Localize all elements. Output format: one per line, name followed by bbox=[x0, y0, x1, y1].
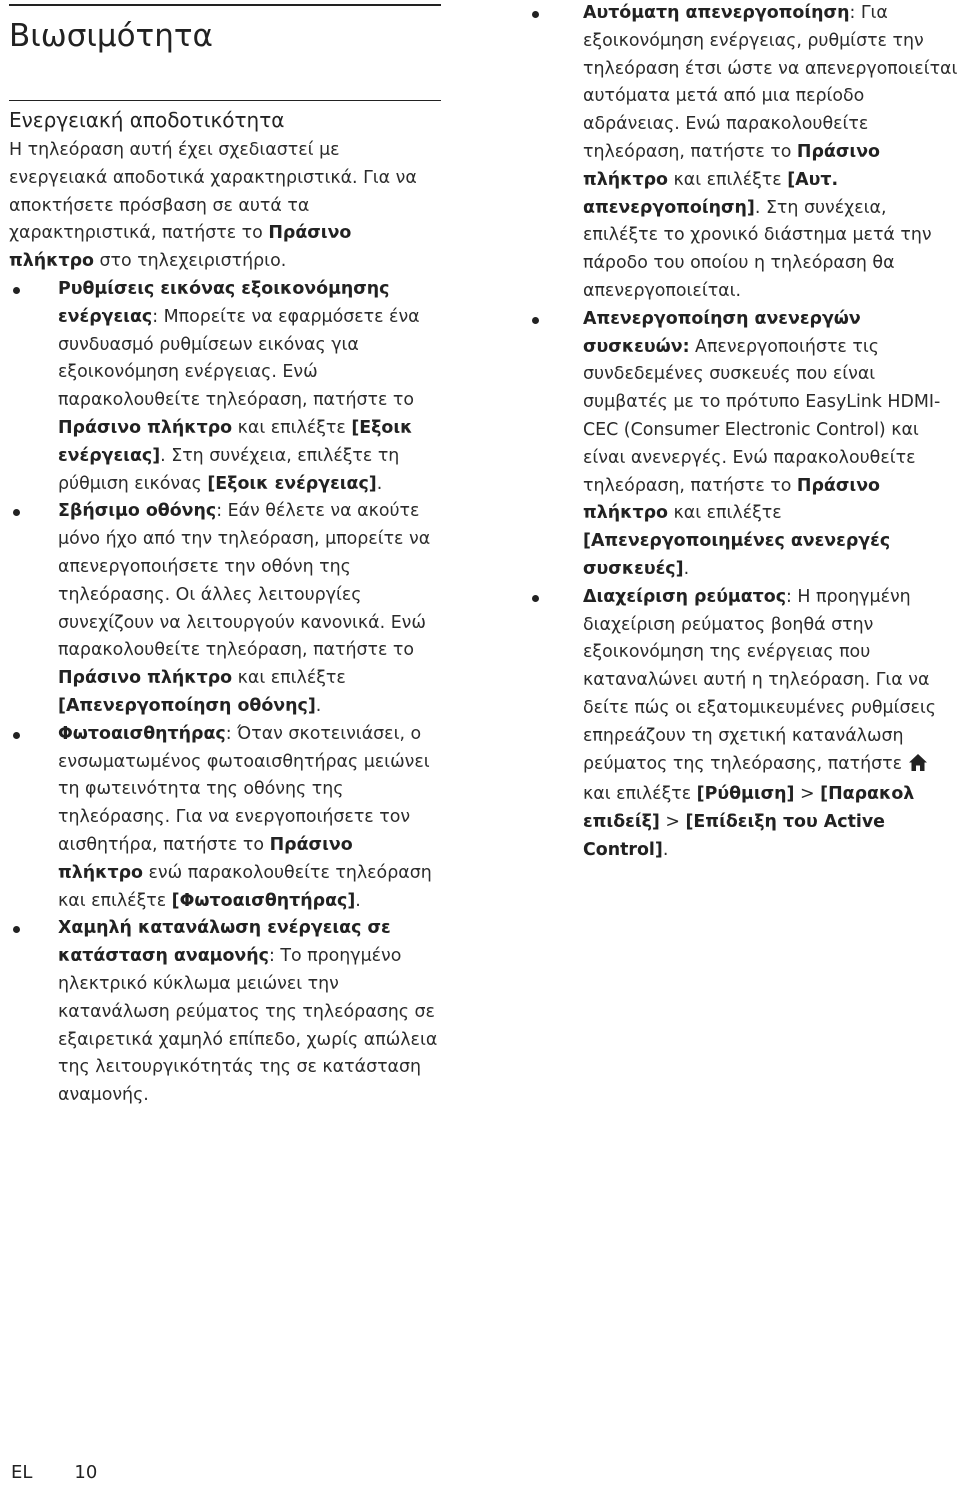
list-item bbox=[9, 498, 441, 720]
emphasis-text: Απενεργοποίηση ανενεργών συσκευών: bbox=[583, 308, 861, 357]
body-text: και επιλέξτε bbox=[668, 169, 788, 190]
emphasis-text: Πράσινο πλήκτρο bbox=[583, 141, 880, 190]
emphasis-text: [Εξοικ ενέργειας] bbox=[207, 473, 377, 494]
emphasis-text: Φωτοαισθητήρας bbox=[58, 723, 226, 744]
body-text: . Στη συνέχεια, επιλέξτε τη ρύθμιση εικόνας bbox=[58, 445, 400, 494]
page-number: 10 bbox=[74, 1462, 98, 1483]
list-item bbox=[9, 915, 441, 1110]
emphasis-text: Σβήσιμο οθόνης bbox=[58, 501, 217, 522]
emphasis-text: Χαμηλή κατανάλωση ενέργειας σε κατάσταση αναμονής bbox=[58, 918, 391, 967]
list-item bbox=[9, 276, 441, 498]
emphasis-text: [Απενεργοποίηση οθόνης] bbox=[58, 695, 316, 716]
body-text: ενώ παρακολουθείτε τηλεόραση και επιλέξτε bbox=[58, 862, 432, 911]
emphasis-text: [Παρακολ επιδείξ] bbox=[583, 784, 915, 833]
emphasis-text: [Εξοικ ενέργειας] bbox=[58, 417, 413, 466]
body-text: στο τηλεχειριστήριο. bbox=[94, 251, 287, 272]
bullet-icon bbox=[13, 732, 20, 739]
emphasis-text: [Ρύθμιση] bbox=[696, 784, 795, 805]
emphasis-text: Πράσινο πλήκτρο bbox=[58, 417, 233, 438]
body-text: Απενεργοποιήστε τις συνδεδεμένες συσκευές που είναι συμβατές με το πρότυπο EasyLink HDMI-CEC (Consumer Electronic Control) και είναι ανενεργές. Ενώ παρακολουθείτε τηλεόραση, πατήστε το bbox=[583, 336, 941, 496]
bullet-icon bbox=[13, 287, 20, 294]
home-icon bbox=[908, 753, 928, 782]
left-column bbox=[9, 0, 441, 1110]
emphasis-text: Αυτόματη απενεργοποίηση bbox=[583, 3, 850, 23]
body-text: και επιλέξτε bbox=[668, 503, 782, 524]
list-item bbox=[9, 721, 441, 916]
body-text: . bbox=[376, 473, 383, 494]
body-text: . bbox=[662, 839, 669, 860]
right-bullet-list bbox=[534, 0, 958, 865]
body-text: και επιλέξτε bbox=[232, 417, 352, 438]
intro-paragraph bbox=[9, 134, 441, 276]
footer-language: EL bbox=[11, 1462, 33, 1483]
emphasis-text: Ρυθμίσεις εικόνας εξοικονόμησης ενέργειας bbox=[58, 278, 390, 327]
right-column bbox=[534, 0, 958, 865]
body-text: > bbox=[794, 784, 821, 805]
list-item bbox=[534, 0, 958, 306]
bullet-icon bbox=[13, 509, 20, 516]
body-text: . bbox=[683, 558, 690, 579]
bullet-icon bbox=[13, 926, 20, 933]
body-text: . bbox=[355, 890, 361, 911]
body-text: : Εάν θέλετε να ακούτε μόνο ήχο από την τηλεόραση, μπορείτε να απενεργοποιήσετε την οθόνη της τηλεόρασης. Οι άλλες λειτουργίες συνεχίζουν να λειτουργούν κανονικά. Ενώ παρακολουθείτε τηλεόραση, πατήστε το bbox=[58, 501, 431, 661]
body-text: . bbox=[315, 695, 322, 716]
left-bullet-list bbox=[9, 276, 441, 1110]
body-text: > bbox=[659, 812, 686, 833]
body-text: Η τηλεόραση αυτή έχει σχεδιαστεί με ενεργειακά αποδοτικά χαρακτηριστικά. Για να αποκτήσετε πρόσβαση σε αυτά τα χαρακτηριστικά, πατήστε το bbox=[9, 140, 417, 244]
title-rule bbox=[9, 4, 441, 6]
emphasis-text: Πράσινο πλήκτρο bbox=[58, 668, 233, 689]
emphasis-text: [Απενεργοποιημένες ανενεργές συσκευές] bbox=[583, 531, 891, 579]
list-item bbox=[534, 306, 958, 584]
body-text: . Στη συνέχεια, επιλέξτε το χρονικό διάστημα μετά την πάροδο του οποίου η τηλεόραση θα απενεργοποιείται. bbox=[583, 197, 932, 301]
page-title: Βιωσιμότητα bbox=[9, 18, 213, 54]
body-text: : Η προηγμένη διαχείριση ρεύματος βοηθά στην εξοικονόμηση της ενέργειας που καταναλώνει αυτή η τηλεόραση. Για να δείτε πώς οι εξατομικευμένες ρυθμίσεις επηρεάζουν τη σχετική κατανάλωση ρεύματος της τηλεόρασης, πατήστε bbox=[583, 586, 936, 774]
bullet-icon bbox=[532, 317, 539, 324]
bullet-icon bbox=[532, 595, 539, 602]
emphasis-text: Διαχείριση ρεύματος bbox=[583, 586, 787, 607]
list-item bbox=[534, 584, 958, 865]
body-text: και επιλέξτε bbox=[583, 784, 697, 805]
emphasis-text: [Αυτ. απενεργοποίηση] bbox=[583, 169, 839, 218]
body-text: και επιλέξτε bbox=[232, 668, 346, 689]
body-text: : Το προηγμένο ηλεκτρικό κύκλωμα μειώνει την κατανάλωση ρεύματος της τηλεόρασης σε εξαιρετικά χαμηλό επίπεδο, χωρίς απώλεια της λειτουργικότητάς της σε κατάσταση αναμονής. bbox=[58, 946, 438, 1106]
emphasis-text: Πράσινο πλήκτρο bbox=[9, 223, 352, 272]
body-text: : Για εξοικονόμηση ενέργειας, ρυθμίστε την τηλεόραση έτσι ώστε να απενεργοποιείται αυτόματα μετά από μια περίοδο αδράνειας. Ενώ παρακολουθείτε τηλεόραση, πατήστε το bbox=[583, 3, 958, 162]
page-footer bbox=[11, 1462, 97, 1483]
emphasis-text: Πράσινο πλήκτρο bbox=[583, 475, 880, 524]
emphasis-text: Πράσινο πλήκτρο bbox=[58, 834, 353, 883]
body-text: : Μπορείτε να εφαρμόσετε ένα συνδυασμό ρυθμίσεων εικόνας για εξοικονόμηση ενέργειας. Ενώ παρακολουθείτε τηλεόραση, πατήστε το bbox=[58, 306, 420, 411]
emphasis-text: [Φωτοαισθητήρας] bbox=[171, 890, 356, 911]
section-title: Ενεργειακή αποδοτικότητα bbox=[9, 108, 285, 132]
body-text: : Όταν σκοτεινιάσει, ο ενσωματωμένος φωτοαισθητήρας μειώνει τη φωτεινότητα της οθόνης της τηλεόρασης. Για να ενεργοποιήσετε τον αισθητήρα, πατήστε το bbox=[58, 723, 430, 855]
emphasis-text: [Επίδειξη του Active Control] bbox=[583, 812, 885, 860]
bullet-icon bbox=[532, 11, 539, 18]
